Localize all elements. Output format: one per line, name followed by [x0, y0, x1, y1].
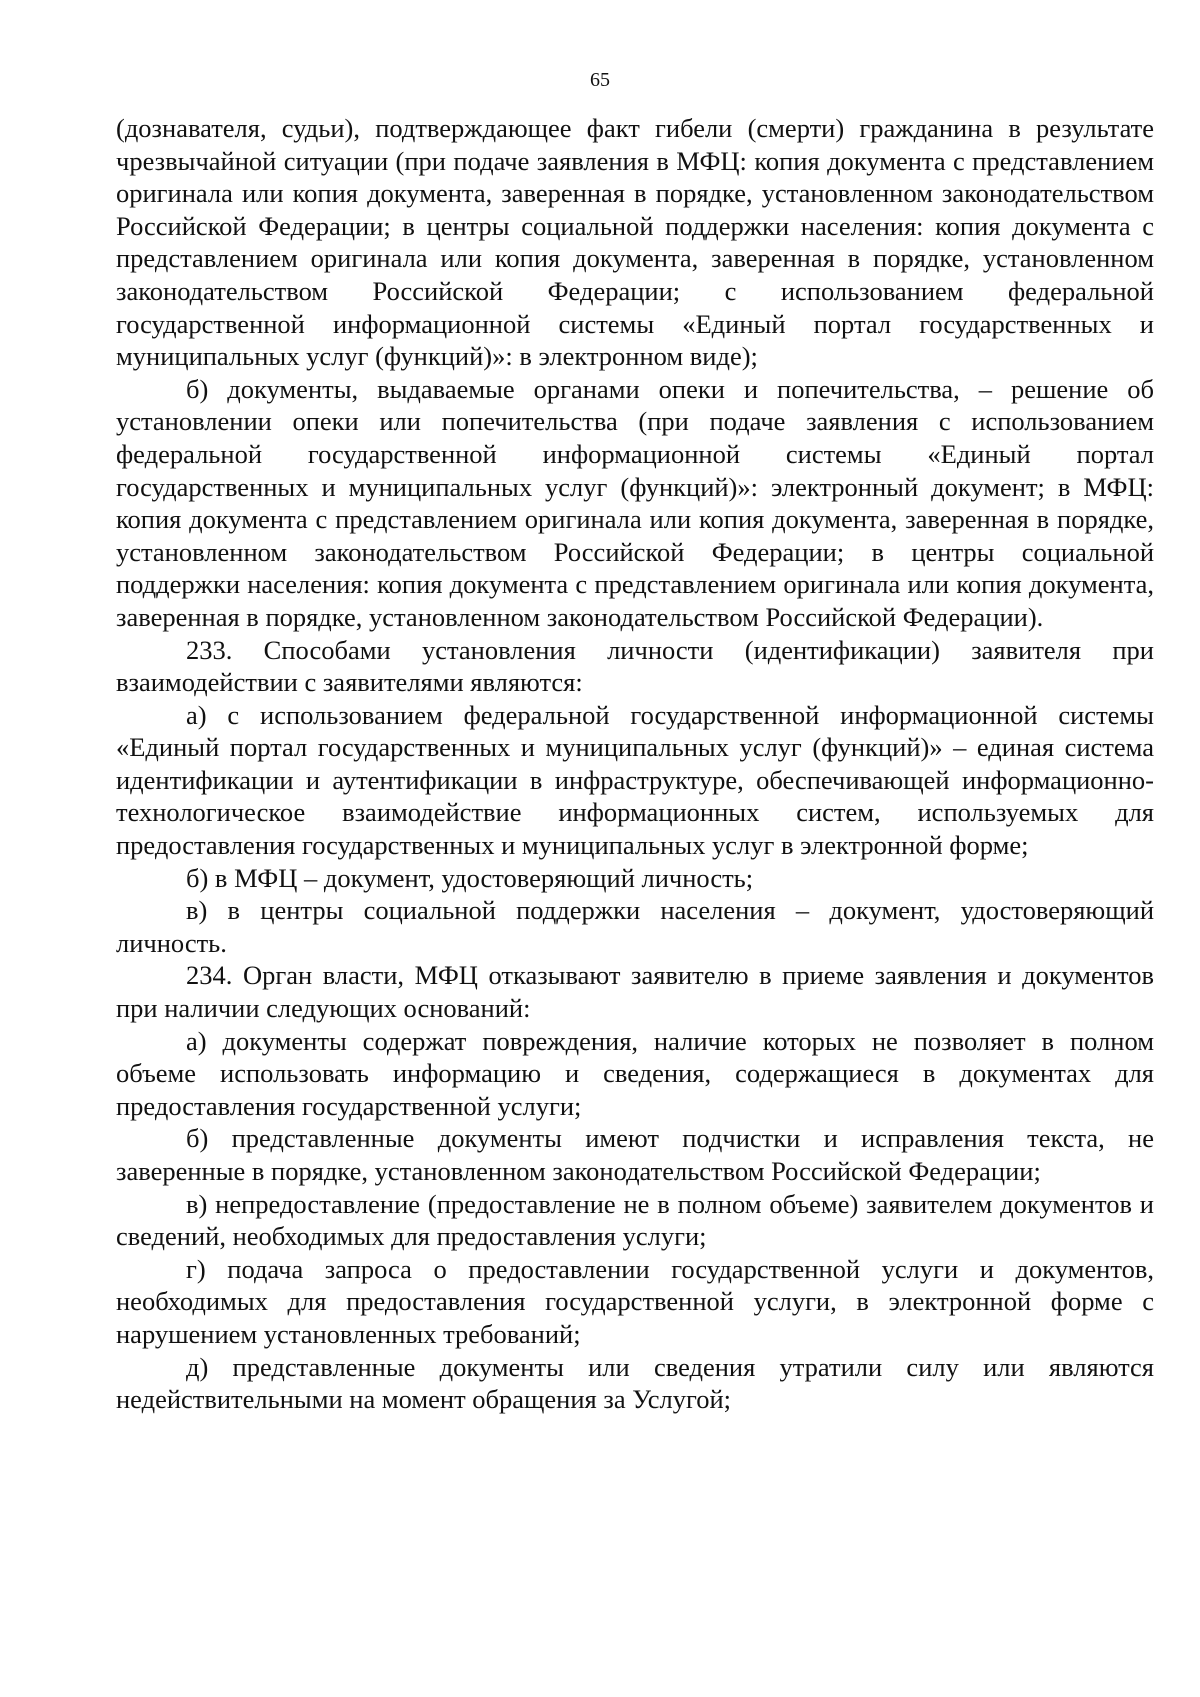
paragraph-233-item-v: в) в центры социальной поддержки населения – документ, удостоверяющий личность.	[116, 895, 1154, 958]
paragraph-233-item-b: б) в МФЦ – документ, удостоверяющий личность;	[186, 862, 754, 893]
paragraph-234-item-d: д) представленные документы или сведения утратили силу или являются недействительными на момент обращения за Услугой;	[116, 1351, 1154, 1415]
document-body	[116, 112, 1154, 1416]
paragraph-234-item-a: а) документы содержат повреждения, наличие которых не позволяет в полном объеме использовать информацию и сведения, содержащиеся в документах для предоставления государственной услуги;	[116, 1025, 1154, 1121]
paragraph-234-item-b: б) представленные документы имеют подчистки и исправления текста, не заверенные в порядке, установленном законодательством Российской Федерации;	[116, 1123, 1154, 1186]
paragraph-234-item-v: в) непредоставление (предоставление не в полном объеме) заявителем документов и сведений, необходимых для предоставления услуги;	[116, 1188, 1154, 1252]
paragraph-233: 233. Способами установления личности (идентификации) заявителя при взаимодействии с заявителями являются:	[116, 634, 1154, 698]
paragraph-233-item-a: а) с использованием федеральной государственной информационной системы «Единый портал государственных и муниципальных услуг (функций)» – единая система идентификации и аутентификации в инфраструктуре, обеспечивающей информационно-технологическое взаимодействие информационных систем, используемых для предоставления государственных и муниципальных услуг в электронной форме;	[116, 699, 1154, 861]
page-number: 65	[590, 69, 610, 91]
paragraph-continuation: (дознавателя, судьи), подтверждающее факт гибели (смерти) гражданина в результате чрезвычайной ситуации (при подаче заявления в МФЦ: копия документа с представлением оригинала или копия документа, заверенная в порядке, установленном законодательством Российской Федерации; в центры социальной поддержки населения: копия документа с представлением оригинала или копия документа, заверенная в порядке, установленном законодательством Российской Федерации; с использованием федеральной государственной информационной системы «Единый портал государственных и муниципальных услуг (функций)»: в электронном виде);	[116, 113, 1154, 372]
paragraph-234-item-g: г) подача запроса о предоставлении государственной услуги и документов, необходимых для предоставления государственной услуги, в электронной форме с нарушением установленных требований;	[116, 1253, 1154, 1349]
paragraph-234: 234. Орган власти, МФЦ отказывают заявителю в приеме заявления и документов при наличии следующих оснований:	[116, 960, 1154, 1024]
paragraph-item-b-guardianship: б) документы, выдаваемые органами опеки и попечительства, – решение об установлении опеки или попечительства (при подаче заявления с использованием федеральной государственной информационной системы «Единый портал государственных и муниципальных услуг (функций)»: электронный документ; в МФЦ: копия документа с представлением оригинала или копия документа, заверенная в порядке, установленном законодательством Российской Федерации; в центры социальной поддержки населения: копия документа с представлением оригинала или копия документа, заверенная в порядке, установленном законодательством Российской Федерации).	[116, 373, 1154, 632]
